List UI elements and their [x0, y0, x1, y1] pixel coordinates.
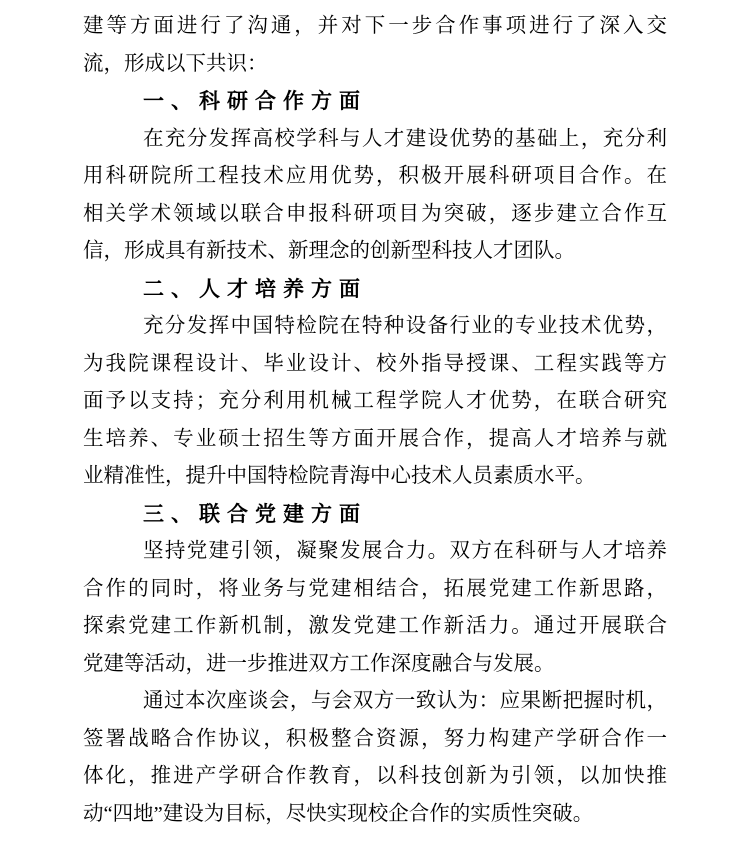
document-line: 信，形成具有新技术、新理念的创新型科技人才团队。	[83, 240, 575, 262]
document-line: 面予以支持；充分利用机械工程学院人才优势，在联合研究	[83, 390, 667, 412]
document-line: 动“四地”建设为目标，尽快实现校企合作的实质性突破。	[83, 802, 594, 825]
document-line: 在充分发挥高校学科与人才建设优势的基础上，充分利	[143, 127, 667, 150]
document-line: 合作的同时，将业务与党建相结合，拓展党建工作新思路，	[83, 577, 667, 600]
document-line: 业精准性，提升中国特检院青海中心技术人员素质水平。	[83, 465, 596, 487]
document-line: 为我院课程设计、毕业设计、校外指导授课、工程实践等方	[83, 352, 667, 375]
document-line: 党建等活动，进一步推进双方工作深度融合与发展。	[83, 652, 555, 675]
section-heading-talent: 二、人才培养方面	[143, 277, 367, 301]
section-heading-party: 三、联合党建方面	[143, 502, 367, 526]
document-line: 用科研院所工程技术应用优势，积极开展科研项目合作。在	[83, 165, 667, 187]
document-line: 探索党建工作新机制，激发党建工作新活力。通过开展联合	[83, 615, 667, 637]
document-line: 建等方面进行了沟通，并对下一步合作事项进行了深入交	[83, 15, 667, 37]
document-line: 坚持党建引领，凝聚发展合力。双方在科研与人才培养	[143, 540, 667, 562]
document-line: 体化，推进产学研合作教育，以科技创新为引领，以加快推	[83, 765, 667, 787]
document-line: 签署战略合作协议，积极整合资源，努力构建产学研合作一	[83, 727, 667, 750]
section-heading-research: 一、科研合作方面	[143, 90, 367, 113]
document-line: 生培养、专业硕士招生等方面开展合作，提高人才培养与就	[83, 427, 667, 450]
document-line: 流，形成以下共识：	[83, 52, 268, 75]
document-text-block	[83, 8, 667, 833]
document-line: 相关学术领域以联合申报科研项目为突破，逐步建立合作互	[83, 202, 667, 225]
document-line: 充分发挥中国特检院在特种设备行业的专业技术优势，	[143, 315, 667, 337]
document-line: 通过本次座谈会，与会双方一致认为：应果断把握时机，	[143, 690, 667, 712]
